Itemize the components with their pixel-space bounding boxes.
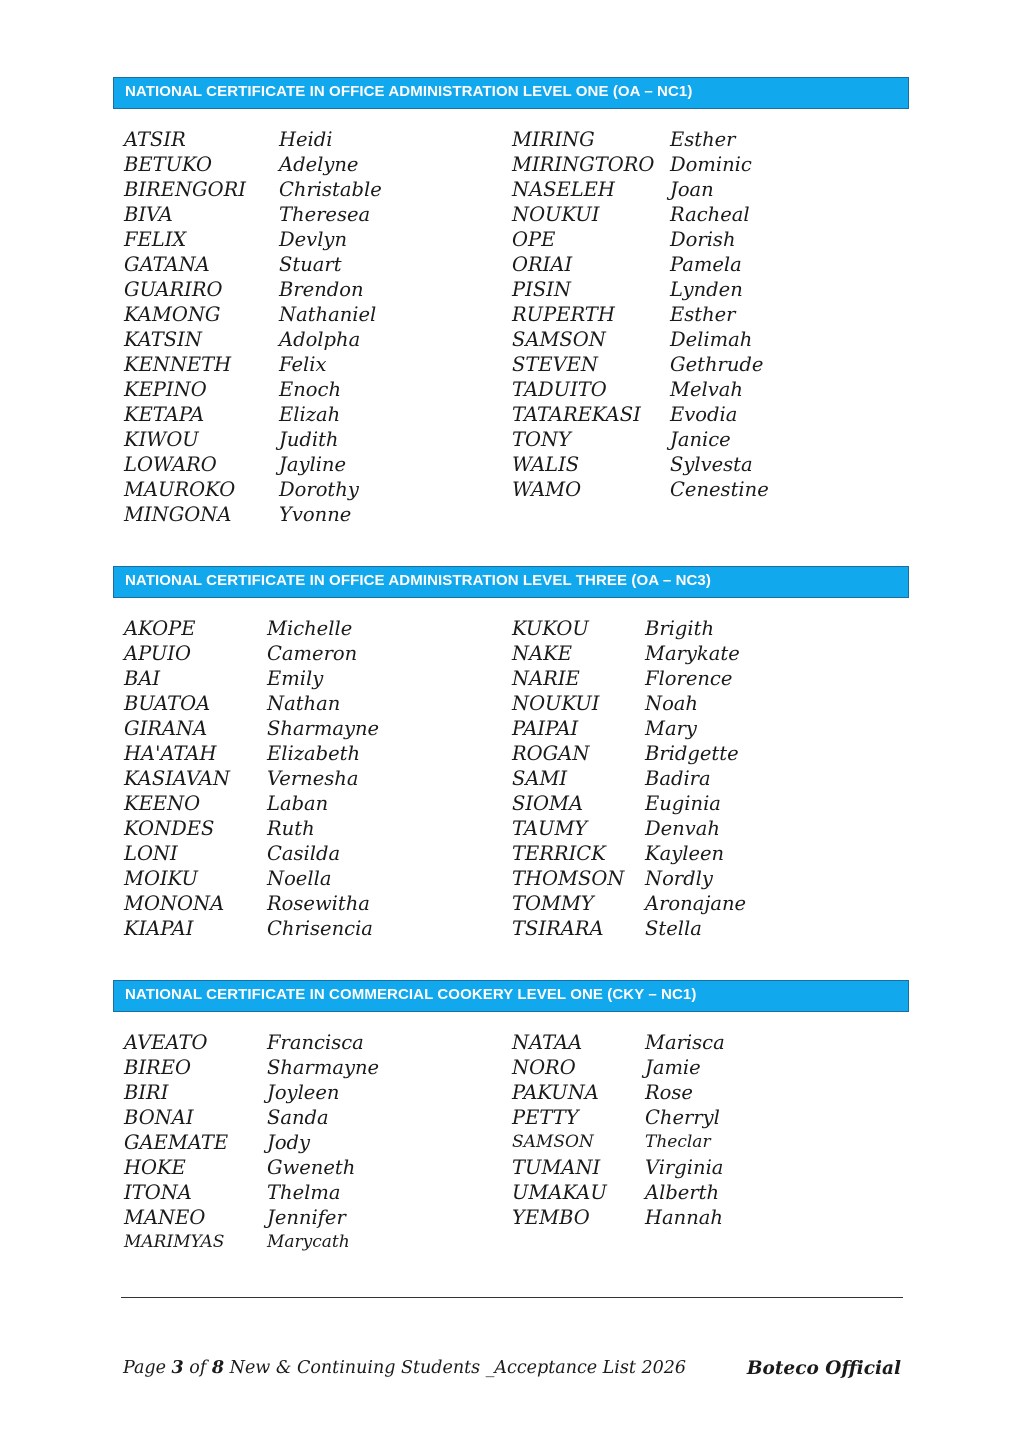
student-first-name: Esther <box>670 128 736 151</box>
student-surname: KASIAVAN <box>124 767 230 790</box>
student-surname: SAMI <box>512 767 568 790</box>
student-first-name: Sharmayne <box>267 1056 380 1079</box>
student-row <box>124 741 494 766</box>
student-first-name: Aronajane <box>645 892 747 915</box>
student-surname: MIRING <box>512 128 595 151</box>
student-first-name: Rosewitha <box>267 892 370 915</box>
student-surname: PAKUNA <box>512 1081 599 1104</box>
student-row <box>512 227 892 252</box>
student-surname: KENNETH <box>124 353 232 376</box>
student-first-name: Lynden <box>670 278 743 301</box>
student-surname: NARIE <box>512 667 580 690</box>
student-first-name: Yvonne <box>279 503 352 526</box>
student-surname: YEMBO <box>512 1206 590 1229</box>
student-row <box>124 1130 494 1155</box>
student-row <box>124 327 494 352</box>
student-surname: NATAA <box>512 1031 583 1054</box>
student-first-name: Dorish <box>670 228 736 251</box>
student-surname: KIAPAI <box>124 917 194 940</box>
student-first-name: Nathaniel <box>279 303 377 326</box>
student-surname: MAUROKO <box>124 478 236 501</box>
student-surname: ATSIR <box>124 128 186 151</box>
student-row <box>124 716 494 741</box>
student-row <box>512 1155 892 1180</box>
student-first-name: Vernesha <box>267 767 359 790</box>
student-row <box>124 766 494 791</box>
student-row <box>512 766 892 791</box>
student-surname: MINGONA <box>124 503 232 526</box>
student-surname: APUIO <box>124 642 191 665</box>
student-first-name: Esther <box>670 303 736 326</box>
student-first-name: Hannah <box>645 1206 723 1229</box>
student-first-name: Mary <box>645 717 697 740</box>
student-row <box>124 427 494 452</box>
student-first-name: Francisca <box>267 1031 364 1054</box>
student-surname: TOMMY <box>512 892 594 915</box>
student-surname: ITONA <box>124 1181 192 1204</box>
student-row <box>124 666 494 691</box>
section-3-title: NATIONAL CERTIFICATE IN COMMERCIAL COOKERY LEVEL ONE (CKY – NC1) <box>113 980 909 1012</box>
section-3-right-column <box>512 1030 892 1230</box>
student-surname: STEVEN <box>512 353 598 376</box>
student-row <box>512 177 892 202</box>
student-row <box>124 477 494 502</box>
student-surname: MOIKU <box>124 867 198 890</box>
student-row <box>124 1230 494 1255</box>
student-first-name: Stella <box>645 917 702 940</box>
student-first-name: Jennifer <box>267 1206 346 1229</box>
section-2-right-column <box>512 616 892 941</box>
student-row <box>124 1205 494 1230</box>
student-first-name: Jody <box>267 1131 311 1154</box>
student-first-name: Melvah <box>670 378 743 401</box>
student-surname: KUKOU <box>512 617 589 640</box>
student-row <box>512 1030 892 1055</box>
student-row <box>124 691 494 716</box>
student-surname: MANEO <box>124 1206 206 1229</box>
student-first-name: Cherryl <box>645 1106 720 1129</box>
student-row <box>124 1155 494 1180</box>
student-first-name: Joan <box>670 178 714 201</box>
footer-doc-title: New & Continuing Students _Acceptance List 2026 <box>224 1358 687 1378</box>
student-surname: MARIMYAS <box>124 1232 225 1252</box>
student-first-name: Devlyn <box>279 228 348 251</box>
student-row <box>124 791 494 816</box>
student-first-name: Brendon <box>279 278 364 301</box>
student-row <box>512 402 892 427</box>
student-first-name: Gethrude <box>670 353 764 376</box>
student-row <box>124 1080 494 1105</box>
student-surname: MIRINGTORO <box>512 153 655 176</box>
student-row <box>512 252 892 277</box>
footer-page-prefix: Page <box>123 1358 172 1378</box>
student-row <box>124 352 494 377</box>
student-row <box>124 891 494 916</box>
student-first-name: Alberth <box>645 1181 720 1204</box>
student-row <box>512 1080 892 1105</box>
student-row <box>124 841 494 866</box>
student-first-name: Elizabeth <box>267 742 361 765</box>
student-surname: BONAI <box>124 1106 194 1129</box>
student-first-name: Nordly <box>645 867 713 890</box>
student-first-name: Casilda <box>267 842 341 865</box>
student-first-name: Cenestine <box>670 478 769 501</box>
student-row <box>124 866 494 891</box>
student-row <box>124 227 494 252</box>
student-row <box>124 1030 494 1055</box>
student-surname: BETUKO <box>124 153 213 176</box>
student-row <box>512 816 892 841</box>
student-first-name: Emily <box>267 667 324 690</box>
student-surname: UMAKAU <box>512 1181 607 1204</box>
student-surname: NASELEH <box>512 178 615 201</box>
student-first-name: Evodia <box>670 403 738 426</box>
student-surname: ROGAN <box>512 742 590 765</box>
student-first-name: Noella <box>267 867 332 890</box>
student-surname: THOMSON <box>512 867 625 890</box>
student-row <box>124 916 494 941</box>
student-first-name: Judith <box>279 428 339 451</box>
student-first-name: Brigith <box>645 617 715 640</box>
student-surname: PISIN <box>512 278 571 301</box>
student-row <box>512 377 892 402</box>
student-row <box>512 741 892 766</box>
student-row <box>512 202 892 227</box>
student-surname: LONI <box>124 842 178 865</box>
student-row <box>512 891 892 916</box>
student-surname: GATANA <box>124 253 210 276</box>
student-row <box>512 691 892 716</box>
student-row <box>124 377 494 402</box>
student-surname: MONONA <box>124 892 225 915</box>
student-first-name: Dorothy <box>279 478 359 501</box>
student-row <box>512 1205 892 1230</box>
student-row <box>124 816 494 841</box>
student-first-name: Enoch <box>279 378 342 401</box>
student-first-name: Joyleen <box>267 1081 340 1104</box>
student-surname: KIWOU <box>124 428 199 451</box>
student-surname: GUARIRO <box>124 278 223 301</box>
section-3-left-column <box>124 1030 494 1255</box>
student-first-name: Noah <box>645 692 698 715</box>
student-first-name: Theresea <box>279 203 371 226</box>
student-first-name: Adolpha <box>279 328 361 351</box>
student-first-name: Virginia <box>645 1156 724 1179</box>
student-surname: AVEATO <box>124 1031 208 1054</box>
student-surname: PETTY <box>512 1106 579 1129</box>
student-first-name: Adelyne <box>279 153 359 176</box>
student-surname: TERRICK <box>512 842 606 865</box>
student-first-name: Pamela <box>670 253 742 276</box>
footer-page-of: of <box>183 1358 212 1378</box>
student-row <box>124 152 494 177</box>
student-surname: TADUITO <box>512 378 607 401</box>
student-first-name: Stuart <box>279 253 342 276</box>
student-first-name: Marycath <box>267 1232 350 1252</box>
student-first-name: Michelle <box>267 617 353 640</box>
student-row <box>512 616 892 641</box>
student-surname: OPE <box>512 228 556 251</box>
student-first-name: Gweneth <box>267 1156 356 1179</box>
student-surname: AKOPE <box>124 617 196 640</box>
student-row <box>124 616 494 641</box>
student-first-name: Heidi <box>279 128 333 151</box>
student-surname: WAMO <box>512 478 582 501</box>
footer-brand: Boteco Official <box>746 1358 901 1379</box>
student-first-name: Ruth <box>267 817 315 840</box>
student-row <box>512 352 892 377</box>
section-1-right-column <box>512 127 892 502</box>
student-surname: NORO <box>512 1056 576 1079</box>
student-row <box>512 1130 892 1155</box>
student-surname: KONDES <box>124 817 215 840</box>
student-first-name: Nathan <box>267 692 341 715</box>
footer-page-info <box>123 1358 686 1378</box>
student-row <box>512 641 892 666</box>
student-surname: GIRANA <box>124 717 208 740</box>
student-row <box>512 866 892 891</box>
student-first-name: Racheal <box>670 203 750 226</box>
student-row <box>512 666 892 691</box>
student-surname: TSIRARA <box>512 917 604 940</box>
student-first-name: Christable <box>279 178 382 201</box>
student-surname: HA'ATAH <box>124 742 217 765</box>
student-first-name: Denvah <box>645 817 720 840</box>
student-row <box>512 152 892 177</box>
student-first-name: Cameron <box>267 642 358 665</box>
student-first-name: Marisca <box>645 1031 725 1054</box>
student-first-name: Rose <box>645 1081 693 1104</box>
student-row <box>124 177 494 202</box>
student-first-name: Florence <box>645 667 733 690</box>
student-row <box>124 1055 494 1080</box>
student-surname: KATSIN <box>124 328 202 351</box>
student-surname: NOUKUI <box>512 692 600 715</box>
student-surname: GAEMATE <box>124 1131 229 1154</box>
footer-page-current: 3 <box>171 1358 184 1378</box>
student-surname: WALIS <box>512 453 580 476</box>
student-first-name: Sanda <box>267 1106 329 1129</box>
student-surname: LOWARO <box>124 453 217 476</box>
student-first-name: Sharmayne <box>267 717 380 740</box>
student-first-name: Dominic <box>670 153 752 176</box>
student-surname: SIOMA <box>512 792 584 815</box>
student-row <box>512 452 892 477</box>
student-surname: NOUKUI <box>512 203 600 226</box>
student-row <box>512 477 892 502</box>
student-row <box>512 916 892 941</box>
student-row <box>124 1180 494 1205</box>
student-surname: KEPINO <box>124 378 207 401</box>
student-surname: KEENO <box>124 792 201 815</box>
student-first-name: Badira <box>645 767 711 790</box>
student-first-name: Chrisencia <box>267 917 373 940</box>
student-first-name: Theclar <box>645 1132 711 1152</box>
student-first-name: Bridgette <box>645 742 739 765</box>
section-1-left-column <box>124 127 494 527</box>
student-surname: FELIX <box>124 228 187 251</box>
student-first-name: Laban <box>267 792 329 815</box>
student-row <box>512 302 892 327</box>
section-1-title: NATIONAL CERTIFICATE IN OFFICE ADMINISTRATION LEVEL ONE (OA – NC1) <box>113 77 909 109</box>
student-first-name: Euginia <box>645 792 721 815</box>
student-first-name: Kayleen <box>645 842 725 865</box>
student-row <box>124 452 494 477</box>
student-first-name: Thelma <box>267 1181 341 1204</box>
student-row <box>512 277 892 302</box>
student-row <box>512 841 892 866</box>
student-surname: HOKE <box>124 1156 186 1179</box>
student-row <box>512 1180 892 1205</box>
student-surname: BIRENGORI <box>124 178 246 201</box>
student-row <box>512 716 892 741</box>
student-surname: BIREO <box>124 1056 191 1079</box>
student-row <box>124 502 494 527</box>
student-surname: BIVA <box>124 203 173 226</box>
student-first-name: Jayline <box>279 453 347 476</box>
section-2-left-column <box>124 616 494 941</box>
student-surname: BUATOA <box>124 692 211 715</box>
student-surname: TAUMY <box>512 817 588 840</box>
student-row <box>124 202 494 227</box>
student-surname: TONY <box>512 428 571 451</box>
student-first-name: Elizah <box>279 403 341 426</box>
footer-page-total: 8 <box>211 1358 225 1378</box>
footer-divider <box>121 1297 903 1298</box>
student-row <box>124 641 494 666</box>
student-row <box>124 302 494 327</box>
student-surname: BIRI <box>124 1081 169 1104</box>
student-row <box>124 252 494 277</box>
student-surname: KETAPA <box>124 403 205 426</box>
student-surname: SAMSON <box>512 1132 594 1152</box>
student-first-name: Delimah <box>670 328 753 351</box>
student-first-name: Felix <box>279 353 327 376</box>
student-first-name: Janice <box>670 428 731 451</box>
student-surname: KAMONG <box>124 303 221 326</box>
student-first-name: Marykate <box>645 642 740 665</box>
student-surname: TATAREKASI <box>512 403 641 426</box>
student-row <box>512 127 892 152</box>
student-row <box>124 402 494 427</box>
student-row <box>512 1055 892 1080</box>
student-first-name: Jamie <box>645 1056 701 1079</box>
student-surname: SAMSON <box>512 328 606 351</box>
student-row <box>512 1105 892 1130</box>
student-row <box>512 791 892 816</box>
student-surname: PAIPAI <box>512 717 579 740</box>
student-surname: ORIAI <box>512 253 573 276</box>
student-row <box>512 427 892 452</box>
student-row <box>124 127 494 152</box>
student-first-name: Sylvesta <box>670 453 753 476</box>
student-surname: RUPERTH <box>512 303 615 326</box>
student-surname: BAI <box>124 667 161 690</box>
student-surname: NAKE <box>512 642 572 665</box>
student-surname: TUMANI <box>512 1156 601 1179</box>
student-row <box>512 327 892 352</box>
student-row <box>124 1105 494 1130</box>
student-row <box>124 277 494 302</box>
section-2-title: NATIONAL CERTIFICATE IN OFFICE ADMINISTRATION LEVEL THREE (OA – NC3) <box>113 566 909 598</box>
